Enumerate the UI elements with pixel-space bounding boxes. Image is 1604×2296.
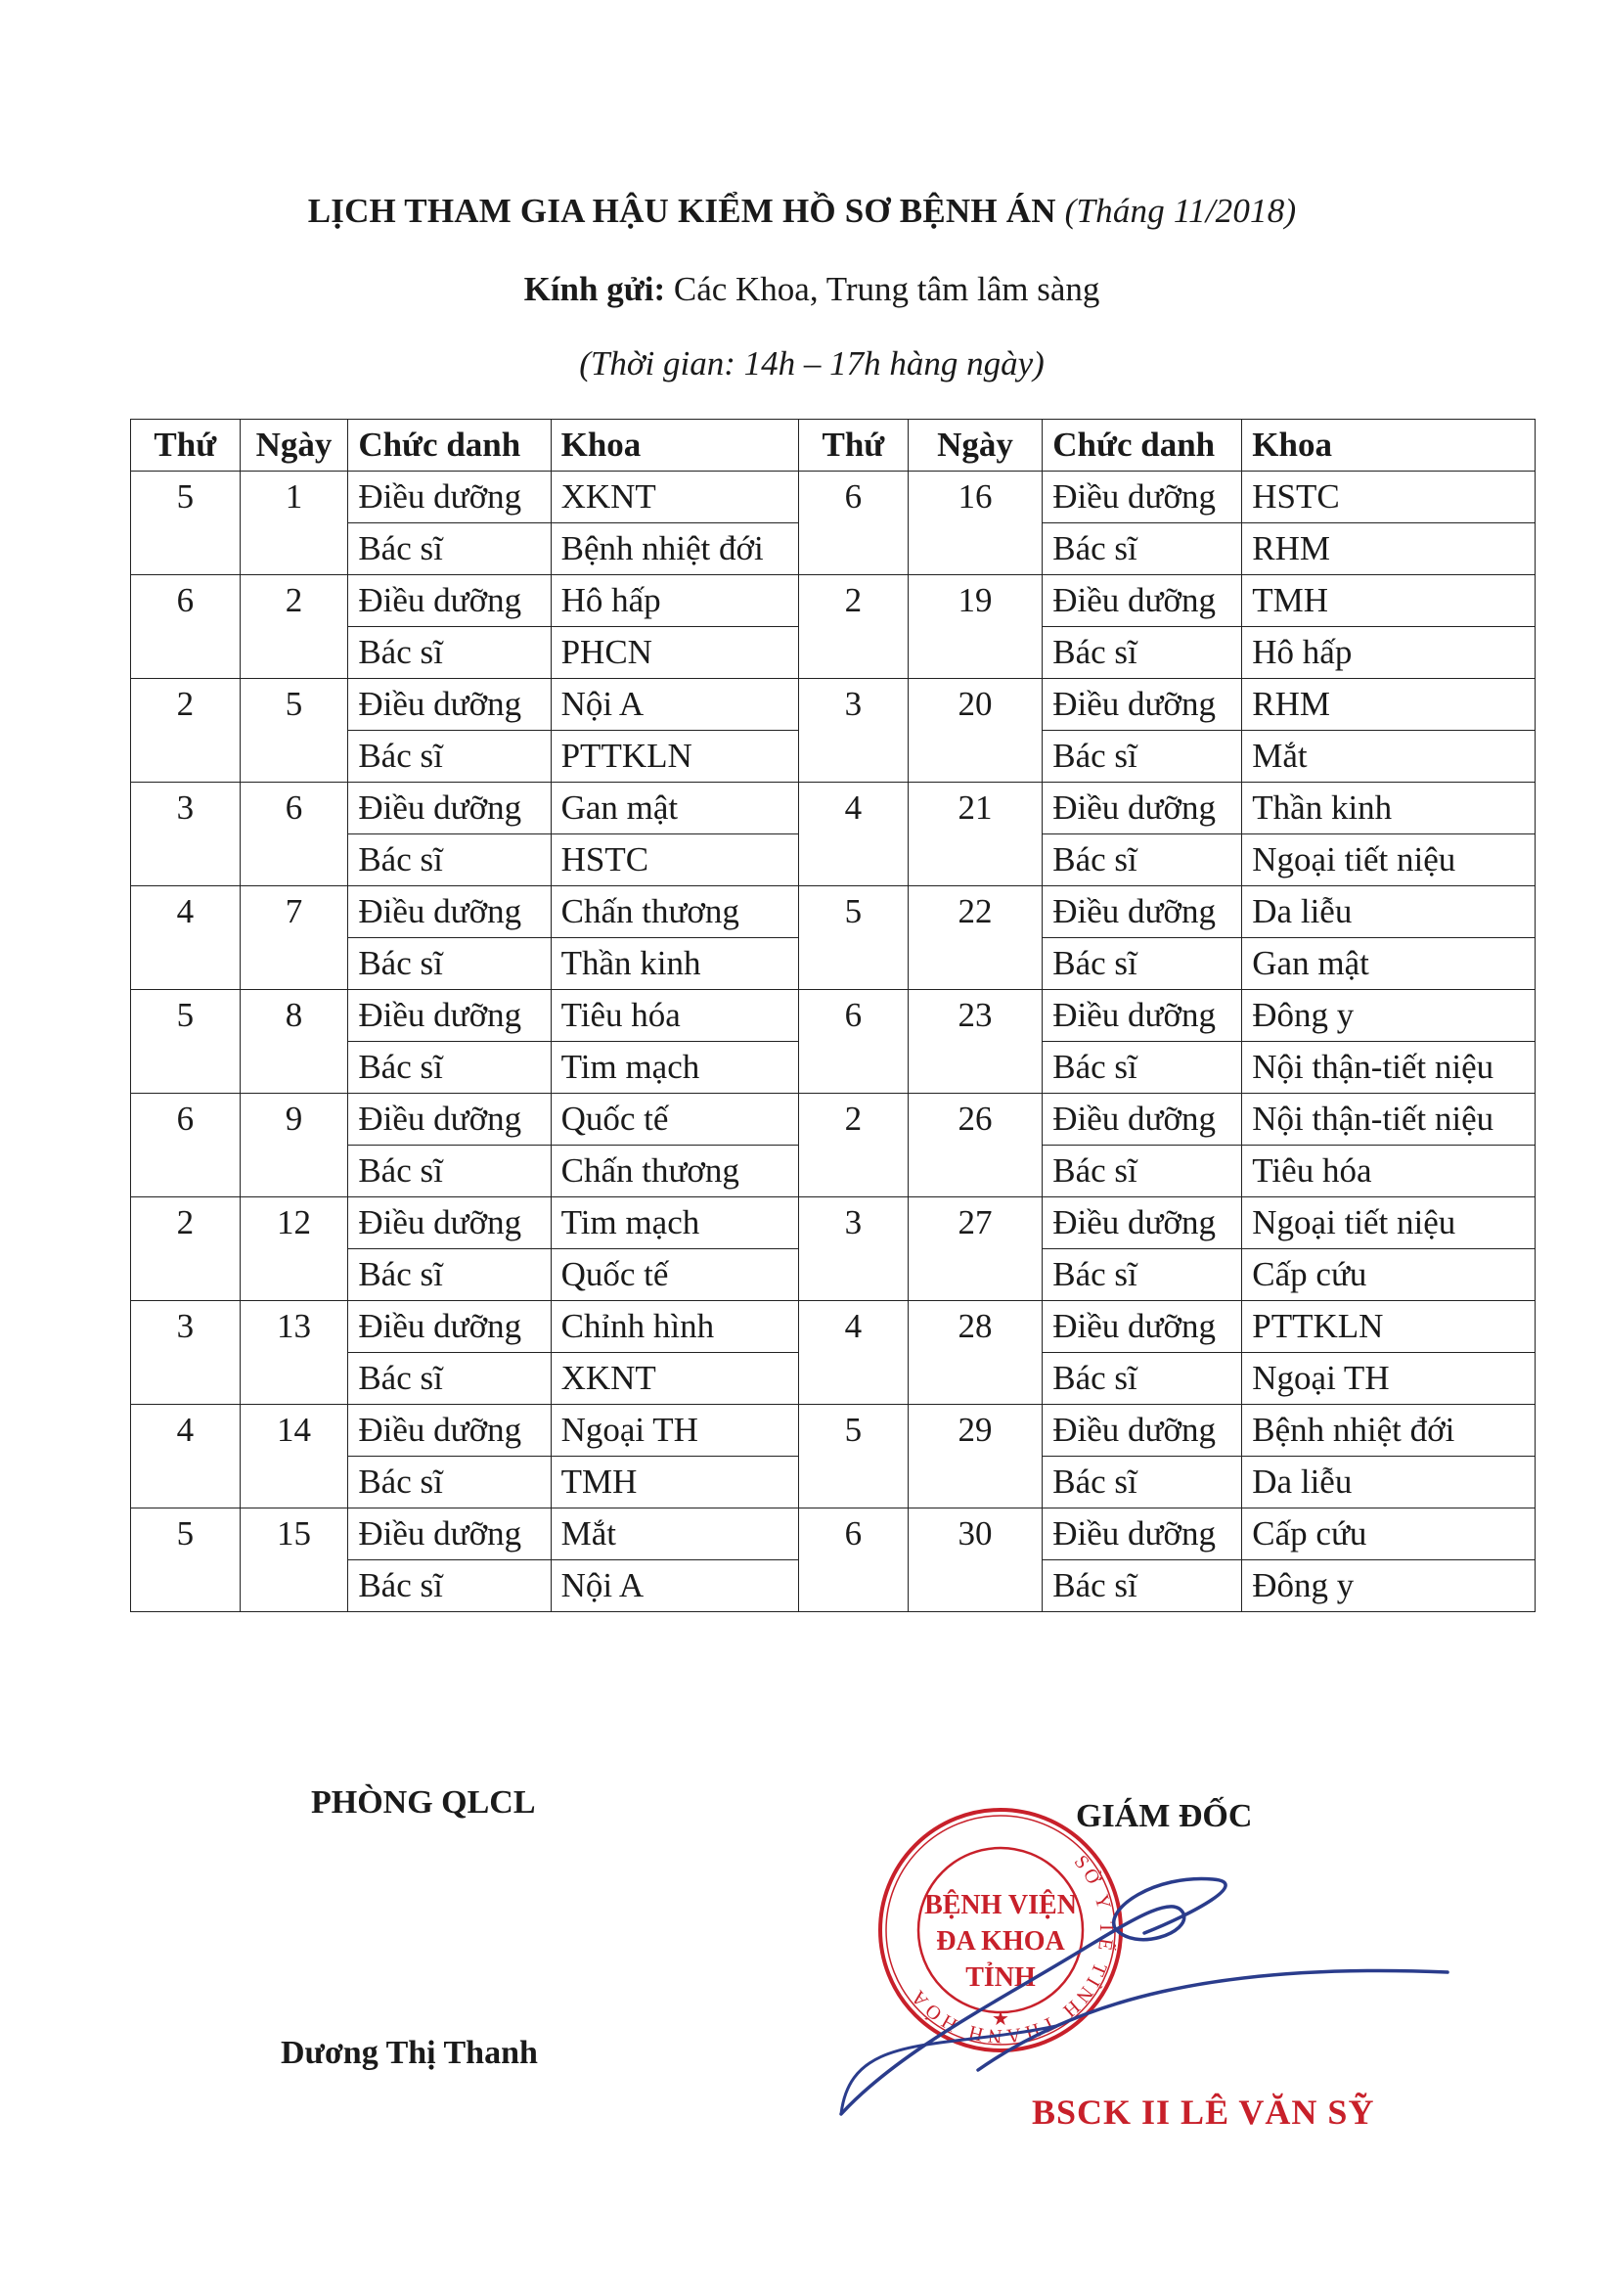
table-row [131, 1094, 1536, 1146]
cell-thu: 4 [131, 1405, 241, 1508]
table-header-row [131, 420, 1536, 472]
cell-chuc-danh: Bác sĩ [1043, 1353, 1242, 1405]
header-ngay: Ngày [240, 420, 348, 472]
cell-khoa: Đông y [1242, 1560, 1536, 1612]
cell-chuc-danh: Bác sĩ [1043, 938, 1242, 990]
seal-star-icon: ★ [992, 2008, 1009, 2030]
cell-thu: 2 [131, 1197, 241, 1301]
cell-chuc-danh: Điều dưỡng [348, 1197, 551, 1249]
cell-khoa: TMH [551, 1457, 798, 1508]
cell-chuc-danh: Điều dưỡng [348, 575, 551, 627]
recipient-value: Các Khoa, Trung tâm lâm sàng [673, 270, 1100, 308]
cell-thu: 6 [799, 1508, 909, 1612]
table-row [131, 472, 1536, 523]
schedule-table [130, 419, 1536, 1612]
cell-khoa: PTTKLN [551, 731, 798, 783]
cell-thu: 4 [131, 886, 241, 990]
cell-chuc-danh: Bác sĩ [1043, 1042, 1242, 1094]
table-row [131, 575, 1536, 627]
cell-khoa: Cấp cứu [1242, 1508, 1536, 1560]
cell-thu: 3 [799, 679, 909, 783]
cell-thu: 6 [131, 1094, 241, 1197]
cell-ngay: 2 [240, 575, 348, 679]
cell-khoa: Thần kinh [1242, 783, 1536, 834]
cell-ngay: 1 [240, 472, 348, 575]
cell-chuc-danh: Điều dưỡng [348, 783, 551, 834]
cell-chuc-danh: Điều dưỡng [348, 990, 551, 1042]
cell-chuc-danh: Bác sĩ [348, 627, 551, 679]
cell-chuc-danh: Điều dưỡng [1043, 1405, 1242, 1457]
cell-ngay: 14 [240, 1405, 348, 1508]
cell-chuc-danh: Bác sĩ [348, 1249, 551, 1301]
cell-chuc-danh: Điều dưỡng [1043, 1094, 1242, 1146]
cell-khoa: Tim mạch [551, 1042, 798, 1094]
cell-khoa: Chấn thương [551, 886, 798, 938]
cell-chuc-danh: Điều dưỡng [348, 1094, 551, 1146]
cell-ngay: 9 [240, 1094, 348, 1197]
cell-chuc-danh: Điều dưỡng [348, 1301, 551, 1353]
table-row [131, 990, 1536, 1042]
cell-chuc-danh: Bác sĩ [348, 731, 551, 783]
cell-ngay: 27 [908, 1197, 1042, 1301]
cell-thu: 6 [131, 575, 241, 679]
cell-chuc-danh: Điều dưỡng [1043, 1197, 1242, 1249]
header-chuc-danh: Chức danh [1043, 420, 1242, 472]
cell-khoa: Tiêu hóa [551, 990, 798, 1042]
cell-khoa: RHM [1242, 523, 1536, 575]
seal-line-1: BỆNH VIỆN [924, 1890, 1077, 1920]
table-row [131, 1405, 1536, 1457]
table-row [131, 783, 1536, 834]
cell-thu: 5 [131, 472, 241, 575]
cell-chuc-danh: Điều dưỡng [1043, 1301, 1242, 1353]
table-row [131, 1197, 1536, 1249]
time-note: (Thời gian: 14h – 17h hàng ngày) [579, 344, 1045, 383]
cell-khoa: Bệnh nhiệt đới [551, 523, 798, 575]
cell-khoa: Nội thận-tiết niệu [1242, 1094, 1536, 1146]
cell-chuc-danh: Bác sĩ [1043, 731, 1242, 783]
document-title [0, 192, 1604, 231]
title-month: (Tháng 11/2018) [1064, 192, 1297, 230]
cell-khoa: Quốc tế [551, 1249, 798, 1301]
cell-ngay: 21 [908, 783, 1042, 886]
cell-khoa: Mắt [551, 1508, 798, 1560]
recipient-line [0, 270, 1604, 309]
cell-khoa: Cấp cứu [1242, 1249, 1536, 1301]
cell-khoa: HSTC [1242, 472, 1536, 523]
cell-khoa: Quốc tế [551, 1094, 798, 1146]
cell-khoa: XKNT [551, 472, 798, 523]
cell-thu: 3 [131, 1301, 241, 1405]
cell-thu: 5 [799, 886, 909, 990]
cell-chuc-danh: Điều dưỡng [348, 679, 551, 731]
cell-khoa: Gan mật [551, 783, 798, 834]
cell-chuc-danh: Bác sĩ [1043, 1457, 1242, 1508]
header-ngay: Ngày [908, 420, 1042, 472]
table-row [131, 886, 1536, 938]
cell-khoa: Tiêu hóa [1242, 1146, 1536, 1197]
cell-khoa: Hô hấp [1242, 627, 1536, 679]
cell-ngay: 16 [908, 472, 1042, 575]
cell-khoa: TMH [1242, 575, 1536, 627]
cell-khoa: Hô hấp [551, 575, 798, 627]
cell-chuc-danh: Điều dưỡng [1043, 783, 1242, 834]
cell-khoa: Ngoại tiết niệu [1242, 834, 1536, 886]
cell-khoa: Tim mạch [551, 1197, 798, 1249]
cell-khoa: Đông y [1242, 990, 1536, 1042]
cell-chuc-danh: Điều dưỡng [348, 886, 551, 938]
cell-thu: 6 [799, 472, 909, 575]
cell-ngay: 23 [908, 990, 1042, 1094]
cell-ngay: 13 [240, 1301, 348, 1405]
cell-khoa: XKNT [551, 1353, 798, 1405]
cell-ngay: 28 [908, 1301, 1042, 1405]
cell-khoa: Bệnh nhiệt đới [1242, 1405, 1536, 1457]
header-khoa: Khoa [1242, 420, 1536, 472]
cell-ngay: 29 [908, 1405, 1042, 1508]
cell-khoa: Nội A [551, 679, 798, 731]
cell-chuc-danh: Điều dưỡng [348, 472, 551, 523]
cell-ngay: 15 [240, 1508, 348, 1612]
cell-chuc-danh: Bác sĩ [348, 1042, 551, 1094]
cell-thu: 2 [799, 1094, 909, 1197]
cell-khoa: Ngoại TH [1242, 1353, 1536, 1405]
cell-ngay: 30 [908, 1508, 1042, 1612]
cell-ngay: 19 [908, 575, 1042, 679]
cell-thu: 2 [131, 679, 241, 783]
cell-chuc-danh: Điều dưỡng [1043, 1508, 1242, 1560]
table-row [131, 1301, 1536, 1353]
cell-khoa: Da liễu [1242, 886, 1536, 938]
cell-ngay: 26 [908, 1094, 1042, 1197]
cell-thu: 4 [799, 783, 909, 886]
title-main: LỊCH THAM GIA HẬU KIỂM HỒ SƠ BỆNH ÁN [307, 192, 1056, 230]
cell-thu: 5 [131, 990, 241, 1094]
table-row [131, 1508, 1536, 1560]
cell-khoa: Nội thận-tiết niệu [1242, 1042, 1536, 1094]
qlcl-signer-name: Dương Thị Thanh [281, 2035, 538, 2071]
cell-khoa: PTTKLN [1242, 1301, 1536, 1353]
cell-khoa: Mắt [1242, 731, 1536, 783]
seal-outer-text: SỞ Y TẾ TỈNH THANH HÓA [905, 1851, 1118, 2048]
cell-thu: 6 [799, 990, 909, 1094]
seal-line-3: TỈNH [965, 1962, 1036, 1993]
cell-khoa: Chỉnh hình [551, 1301, 798, 1353]
cell-thu: 5 [131, 1508, 241, 1612]
cell-chuc-danh: Điều dưỡng [1043, 886, 1242, 938]
cell-chuc-danh: Điều dưỡng [348, 1508, 551, 1560]
director-role: GIÁM ĐỐC [1076, 1798, 1253, 1834]
header-thu: Thứ [131, 420, 241, 472]
cell-thu: 5 [799, 1405, 909, 1508]
cell-thu: 4 [799, 1301, 909, 1405]
cell-ngay: 12 [240, 1197, 348, 1301]
cell-chuc-danh: Bác sĩ [348, 1560, 551, 1612]
cell-chuc-danh: Bác sĩ [348, 1353, 551, 1405]
cell-ngay: 20 [908, 679, 1042, 783]
cell-ngay: 7 [240, 886, 348, 990]
cell-ngay: 5 [240, 679, 348, 783]
cell-khoa: Ngoại TH [551, 1405, 798, 1457]
cell-chuc-danh: Điều dưỡng [1043, 472, 1242, 523]
cell-chuc-danh: Điều dưỡng [348, 1405, 551, 1457]
cell-chuc-danh: Bác sĩ [1043, 627, 1242, 679]
cell-ngay: 6 [240, 783, 348, 886]
cell-chuc-danh: Bác sĩ [1043, 834, 1242, 886]
cell-chuc-danh: Điều dưỡng [1043, 575, 1242, 627]
cell-khoa: PHCN [551, 627, 798, 679]
cell-thu: 3 [799, 1197, 909, 1301]
cell-khoa: Gan mật [1242, 938, 1536, 990]
cell-chuc-danh: Bác sĩ [348, 834, 551, 886]
cell-chuc-danh: Bác sĩ [1043, 1249, 1242, 1301]
header-chuc-danh: Chức danh [348, 420, 551, 472]
cell-chuc-danh: Bác sĩ [348, 1457, 551, 1508]
cell-ngay: 8 [240, 990, 348, 1094]
header-thu: Thứ [799, 420, 909, 472]
cell-thu: 3 [131, 783, 241, 886]
cell-khoa: HSTC [551, 834, 798, 886]
cell-ngay: 22 [908, 886, 1042, 990]
recipient-label: Kính gửi: [523, 270, 666, 308]
cell-khoa: Thần kinh [551, 938, 798, 990]
cell-chuc-danh: Điều dưỡng [1043, 679, 1242, 731]
director-signer-name: BSCK II LÊ VĂN SỸ [1032, 2093, 1375, 2132]
cell-chuc-danh: Bác sĩ [1043, 523, 1242, 575]
cell-khoa: Nội A [551, 1560, 798, 1612]
cell-khoa: RHM [1242, 679, 1536, 731]
cell-chuc-danh: Bác sĩ [1043, 1146, 1242, 1197]
cell-chuc-danh: Bác sĩ [348, 523, 551, 575]
cell-khoa: Ngoại tiết niệu [1242, 1197, 1536, 1249]
header-khoa: Khoa [551, 420, 798, 472]
cell-chuc-danh: Bác sĩ [1043, 1560, 1242, 1612]
qlcl-role: PHÒNG QLCL [311, 1784, 536, 1821]
cell-khoa: Da liễu [1242, 1457, 1536, 1508]
table-row [131, 679, 1536, 731]
seal-line-2: ĐA KHOA [936, 1926, 1065, 1957]
cell-thu: 2 [799, 575, 909, 679]
cell-chuc-danh: Điều dưỡng [1043, 990, 1242, 1042]
cell-chuc-danh: Bác sĩ [348, 1146, 551, 1197]
cell-chuc-danh: Bác sĩ [348, 938, 551, 990]
cell-khoa: Chấn thương [551, 1146, 798, 1197]
